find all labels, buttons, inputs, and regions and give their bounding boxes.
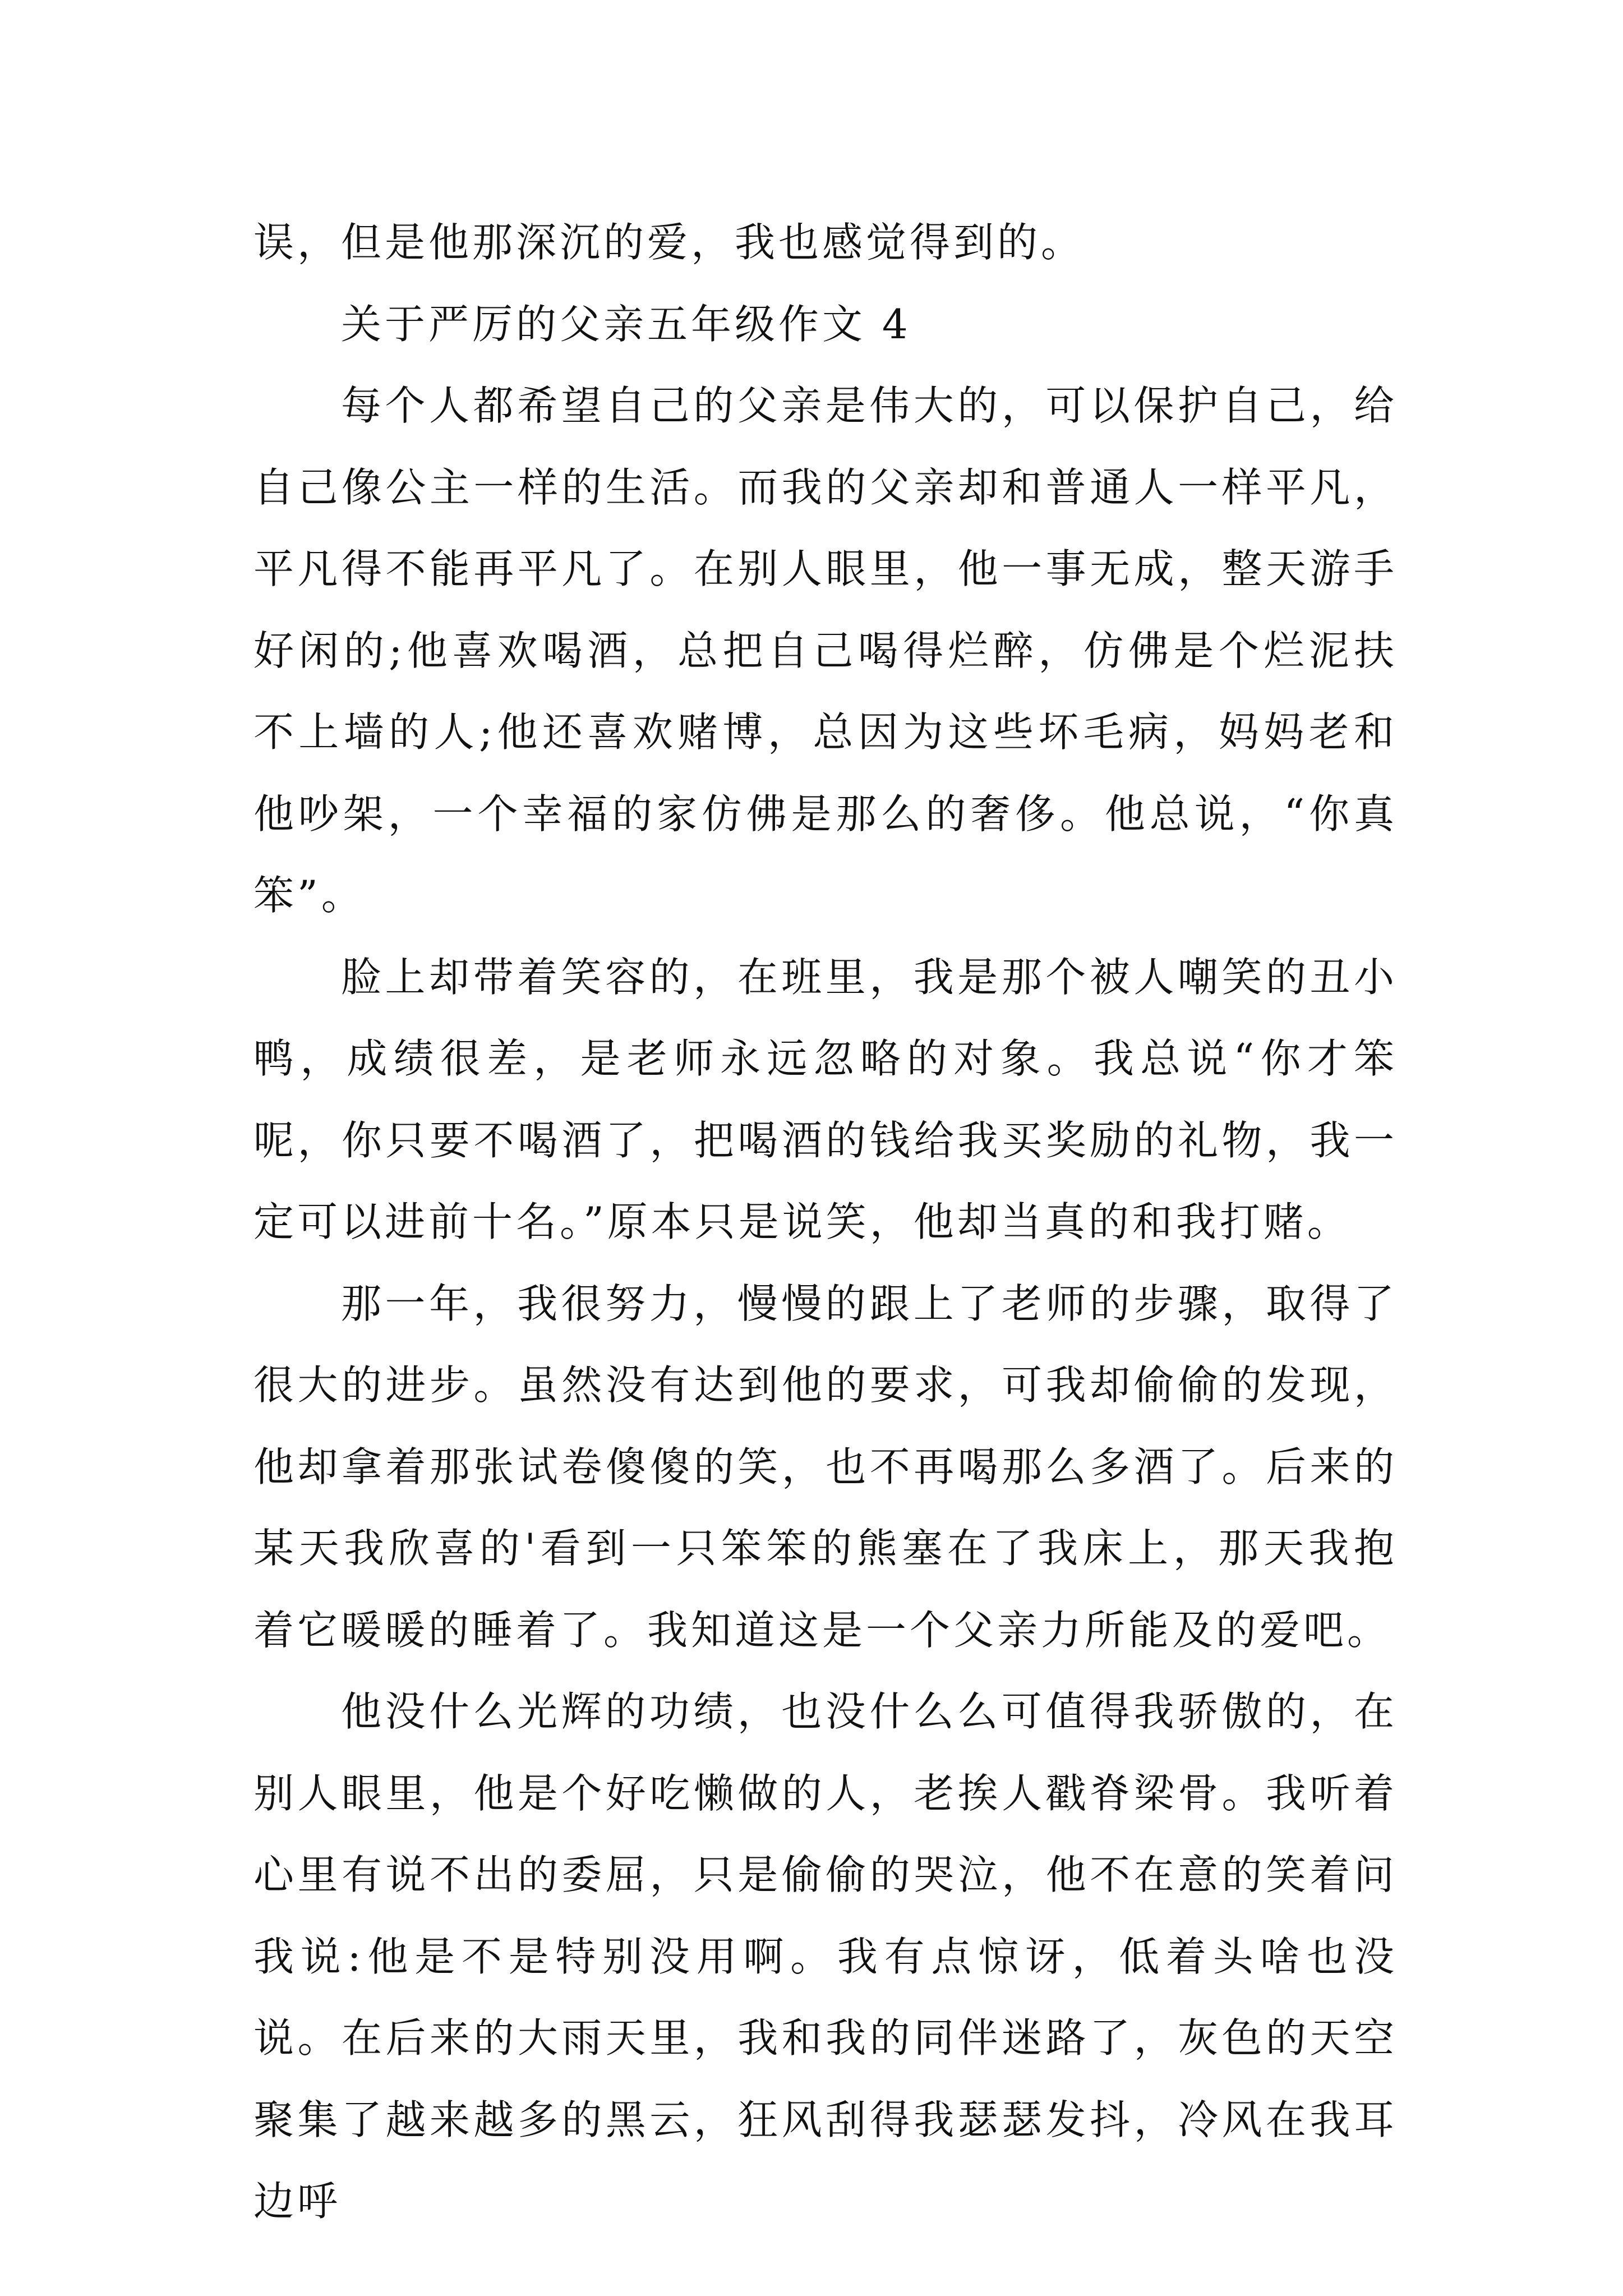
- paragraph-1: 每个人都希望自己的父亲是伟大的，可以保护自己，给自己像公主一样的生活。而我的父亲却和普通人一样平凡，平凡得不能再平凡了。在别人眼里，他一事无成，整天游手好闲的;他喜欢喝酒，总把自己喝得烂醉，仿佛是个烂泥扶不上墙的人;他还喜欢赌博，总因为这些坏毛病，妈妈老和他吵架，一个幸福的家仿佛是那么的奢侈。他总说，“你真笨”。: [253, 382, 1398, 919]
- paragraph-4: 他没什么光辉的功绩，也没什么么可值得我骄傲的，在别人眼里，他是个好吃懒做的人，老挨人戳脊梁骨。我听着心里有说不出的委屈，只是偷偷的哭泣，他不在意的笑着问我说:他是不是特别没用啊。我有点惊讶，低着头啥也没说。在后来的大雨天里，我和我的同伴迷路了，灰色的天空聚集了越来越多的黑云，狂风刮得我瑟瑟发抖，冷风在我耳边呼: [253, 1688, 1398, 2225]
- essay-title: 关于严厉的父亲五年级作文 4: [341, 300, 911, 348]
- paragraph-continuation: 误，但是他那深沉的爱，我也感觉得到的。: [253, 219, 1085, 266]
- paragraph-2: 脸上却带着笑容的，在班里，我是那个被人嘲笑的丑小鸭，成绩很差，是老师永远忽略的对象。我总说“你才笨呢，你只要不喝酒了，把喝酒的钱给我买奖励的礼物，我一定可以进前十名。”原本只是说笑，他却当真的和我打赌。: [253, 953, 1398, 1245]
- paragraph-3: 那一年，我很努力，慢慢的跟上了老师的步骤，取得了很大的进步。虽然没有达到他的要求，可我却偷偷的发现，他却拿着那张试卷傻傻的笑，也不再喝那么多酒了。后来的某天我欣喜的'看到一只笨笨的熊塞在了我床上，那天我抱着它暖暖的睡着了。我知道这是一个父亲力所能及的爱吧。: [253, 1280, 1398, 1654]
- essay-body: [253, 202, 1398, 2243]
